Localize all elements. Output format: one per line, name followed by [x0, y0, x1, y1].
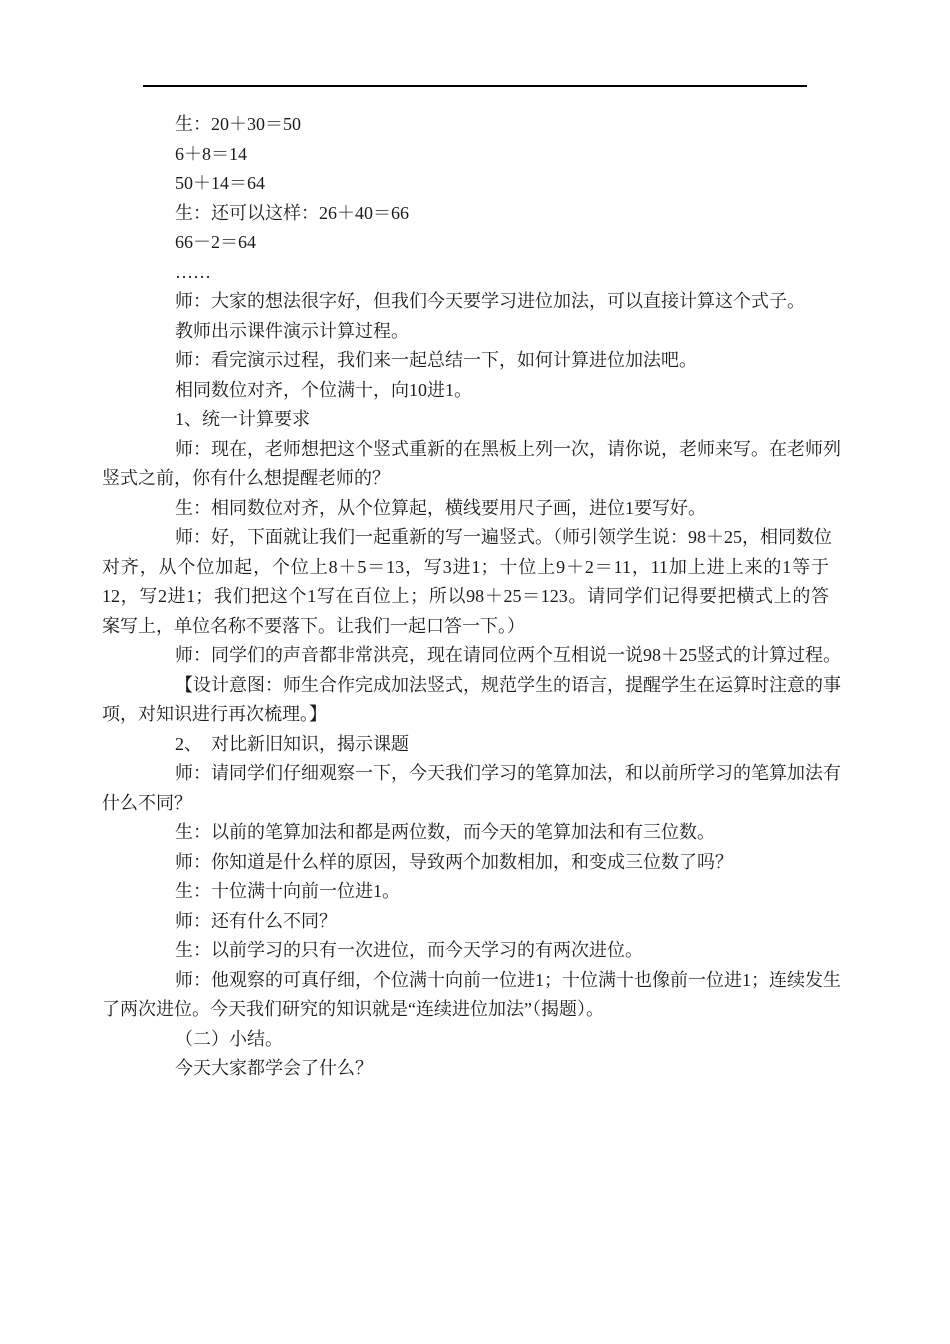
text-line: 【设计意图：师生合作完成加法竖式，规范学生的语言，提醒学生在运算时注意的事	[175, 674, 841, 695]
paragraph	[102, 435, 841, 494]
paragraph	[102, 376, 829, 406]
text-line: 生：20＋30＝50	[175, 114, 301, 134]
text-line: （二）小结。	[175, 1028, 283, 1049]
text-line: 师：他观察的可真仔细，个位满十向前一位进1；十位满十也像前一位进1；连续发生	[175, 969, 841, 990]
text-line: 生：以前的笔算加法和都是两位数，而今天的笔算加法和有三位数。	[175, 822, 715, 842]
paragraph	[102, 228, 829, 258]
text-line: 师：同学们的声音都非常洪亮，现在请同位两个互相说一说98＋25竖式的计算过程。	[175, 645, 841, 665]
paragraph	[102, 877, 829, 907]
paragraph	[102, 907, 829, 937]
text-line: 1、统一计算要求	[175, 409, 310, 429]
text-line: 2、 对比新旧知识，揭示课题	[175, 733, 409, 754]
text-line: 师：大家的想法很字好，但我们今天要学习进位加法，可以直接计算这个式子。	[175, 291, 805, 311]
text-line: 生：十位满十向前一位进1。	[175, 881, 400, 901]
paragraph	[102, 494, 829, 524]
text-line: 案写上，单位名称不要落下。让我们一起口答一下。）	[102, 615, 525, 636]
text-line: 生：还可以这样：26＋40＝66	[175, 202, 409, 223]
paragraph	[102, 936, 829, 966]
text-line: 生：相同数位对齐，从个位算起，横线要用尺子画，进位1要写好。	[175, 497, 706, 518]
text-line: 什么不同？	[102, 792, 192, 813]
paragraph	[102, 523, 832, 641]
paragraph	[102, 818, 829, 848]
paragraph	[102, 405, 829, 435]
text-line: 师：好，下面就让我们一起重新的写一遍竖式。（师引领学生说：98＋25，相同数位	[175, 527, 832, 547]
paragraph	[102, 287, 829, 317]
paragraph	[102, 641, 841, 671]
text-line: 生：以前学习的只有一次进位，而今天学习的有两次进位。	[175, 940, 643, 960]
text-line: 6＋8＝14	[175, 143, 247, 164]
text-line: 66－2＝64	[175, 232, 256, 252]
text-line: 师：还有什么不同？	[175, 910, 337, 931]
paragraph	[102, 317, 829, 347]
text-line: 竖式之前，你有什么想提醒老师的？	[102, 468, 390, 488]
text-line: 12，写2进1；我们把这个1写在百位上；所以98＋25＝123。请同学们记得要把横式上的答	[102, 586, 829, 606]
paragraph	[102, 258, 829, 288]
paragraph	[102, 759, 841, 818]
text-line: 项，对知识进行再次梳理。】	[102, 704, 327, 724]
paragraph	[102, 848, 829, 878]
text-line: 师：现在，老师想把这个竖式重新的在黑板上列一次，请你说，老师来写。在老师列	[175, 438, 841, 459]
text-line: 今天大家都学会了什么？	[175, 1058, 373, 1078]
text-line: 50＋14＝64	[175, 173, 265, 193]
text-line: 相同数位对齐，个位满十，向10进1。	[175, 379, 472, 400]
text-line: 师：你知道是什么样的原因，导致两个加数相加，和变成三位数了吗？	[175, 851, 733, 872]
text-line: 了两次进位。今天我们研究的知识就是“连续进位加法”（揭题）。	[102, 999, 604, 1019]
paragraph	[102, 671, 841, 730]
paragraph	[102, 966, 841, 1025]
paragraph	[102, 199, 829, 229]
text-line: 师：看完演示过程，我们来一起总结一下，如何计算进位加法吧。	[175, 350, 697, 370]
text-line: 师：请同学们仔细观察一下，今天我们学习的笔算加法，和以前所学习的笔算加法有	[175, 763, 841, 783]
paragraph	[102, 346, 829, 376]
paragraph	[102, 110, 829, 140]
text-line: 对齐，从个位加起，个位上8＋5＝13，写3进1；十位上9＋2＝11，11加上进上来的1等于	[102, 556, 829, 577]
paragraph	[102, 169, 829, 199]
paragraph	[102, 140, 829, 170]
paragraph	[102, 1025, 829, 1055]
header-rule	[143, 85, 807, 87]
text-line: 教师出示课件演示计算过程。	[175, 320, 409, 341]
document-body	[102, 110, 841, 1084]
paragraph	[102, 730, 829, 760]
text-line: ……	[175, 261, 211, 282]
paragraph	[102, 1054, 829, 1084]
